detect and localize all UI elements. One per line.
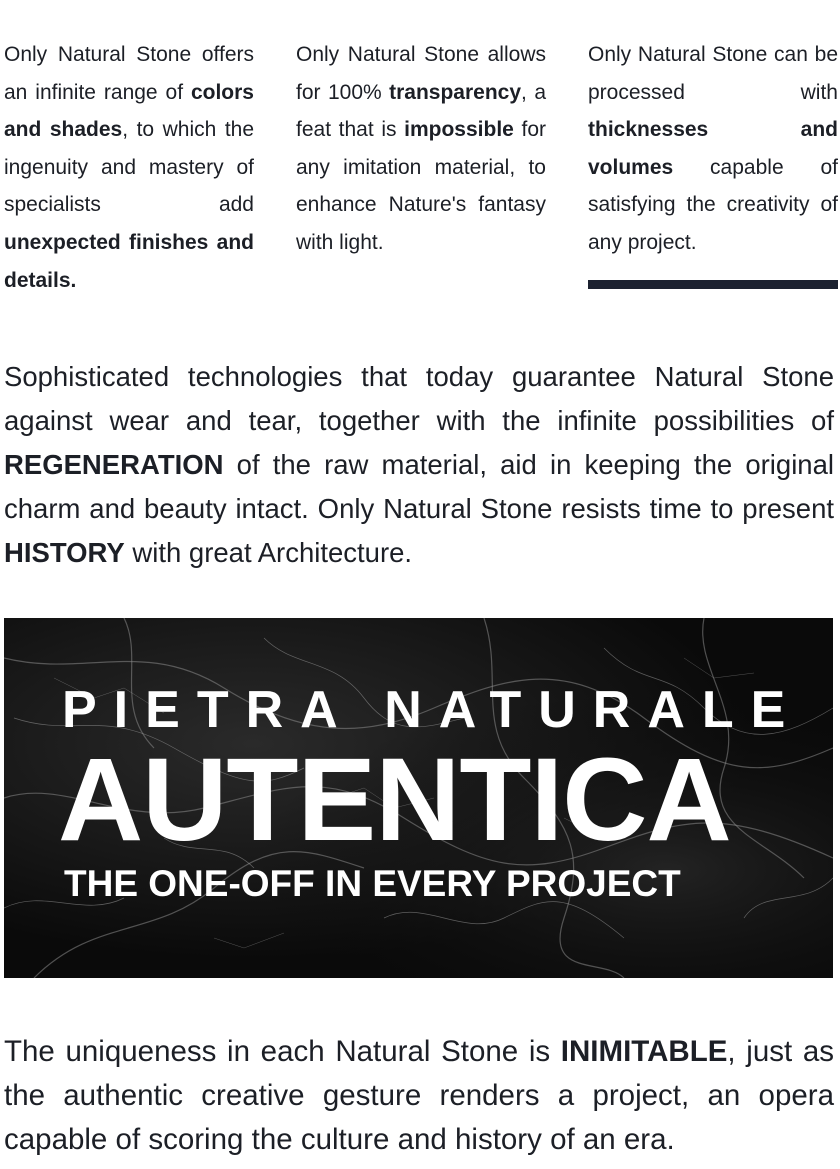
banner-line-pietra-naturale: PIETRA NATURALE [62, 681, 803, 739]
column-emphasis: transparency [389, 80, 522, 104]
paragraph-emphasis-inimitable: INIMITABLE [560, 1035, 728, 1068]
column-transparency [296, 36, 546, 299]
column-colors [4, 36, 254, 299]
column-text: Only Natural Stone allows for 100% [296, 43, 546, 104]
column-text: Only Natural Stone offers an infinite range of [4, 43, 254, 104]
paragraph-text: , just as the authentic creative gesture renders a project, an opera capable of scoring the culture and history of an era. [4, 1035, 834, 1156]
column-text: for any imitation material, to enhance Nature's fantasy with light. [296, 118, 546, 254]
banner-text [4, 618, 833, 978]
paragraph-regeneration [4, 355, 834, 575]
column-text: capable of satisfying the creativity of any project. [588, 155, 838, 254]
column-text: , to which the ingenuity and mastery of specialists add [4, 118, 255, 217]
column-text: , a feat that is [296, 80, 546, 142]
feature-columns [4, 36, 838, 299]
marble-banner [4, 618, 833, 978]
paragraph-text: Sophisticated technologies that today guarantee Natural Stone against wear and tear, together with the infinite possibilities of [4, 361, 834, 436]
banner-line-tagline: THE ONE-OFF IN EVERY PROJECT [64, 863, 681, 904]
paragraph-emphasis-regeneration: REGENERATION [4, 449, 224, 480]
accent-bar [588, 280, 838, 289]
column-text: Only Natural Stone can be processed with [588, 43, 838, 104]
paragraph-text: of the raw material, aid in keeping the original charm and beauty intact. Only Natural Stone resists time to present [4, 449, 834, 524]
banner-line-autentica: AUTENTICA [58, 734, 731, 866]
column-emphasis: thicknesses and volumes [588, 118, 838, 179]
column-emphasis: colors and shades [4, 80, 254, 142]
paragraph-text: The uniqueness in each Natural Stone is [4, 1035, 561, 1068]
paragraph-emphasis-history: HISTORY [4, 537, 125, 568]
column-emphasis: unexpected finishes and details. [4, 230, 254, 292]
paragraph-uniqueness [4, 1030, 834, 1162]
column-emphasis: impossible [404, 118, 514, 142]
column-thickness [588, 36, 838, 299]
column-body [588, 36, 838, 262]
paragraph-text: with great Architecture. [124, 537, 413, 568]
